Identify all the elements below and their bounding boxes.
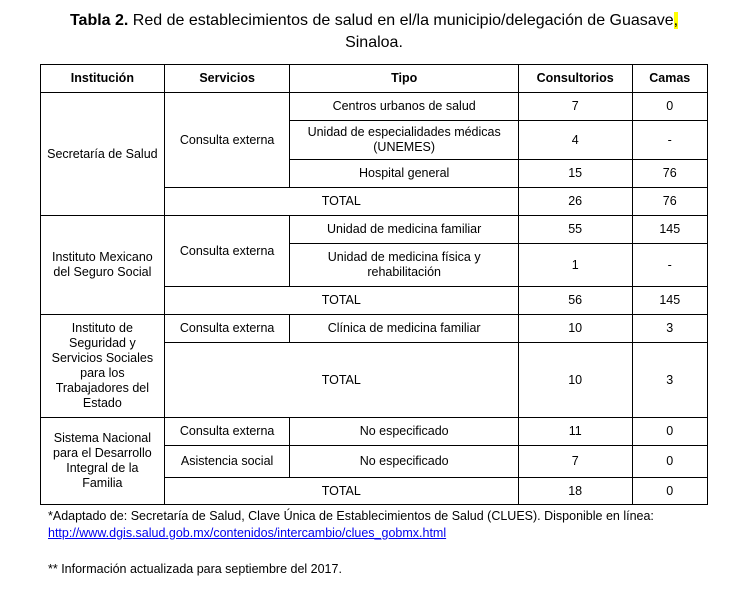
camas-cell: - <box>632 121 707 160</box>
total-label: TOTAL <box>164 188 518 216</box>
consultorios-cell: 7 <box>518 93 632 121</box>
consultorios-cell: 11 <box>518 418 632 446</box>
camas-cell: 145 <box>632 216 707 244</box>
tipo-cell: Unidad de medicina física y rehabilitación <box>290 244 518 287</box>
service-cell: Consulta externa <box>164 418 290 446</box>
footnotes <box>48 508 708 578</box>
tipo-cell: Hospital general <box>290 160 518 188</box>
header-tipo: Tipo <box>290 65 518 93</box>
header-consultorios: Consultorios <box>518 65 632 93</box>
caption-text: Red de establecimientos de salud en el/la municipio/delegación de Guasave <box>132 12 674 29</box>
clues-link[interactable]: http://www.dgis.salud.gob.mx/contenidos/intercambio/clues_gobmx.html <box>48 526 447 540</box>
total-camas: 76 <box>632 188 707 216</box>
update-note: ** Información actualizada para septiembre del 2017. <box>48 562 342 576</box>
tipo-cell: Clínica de medicina familiar <box>290 315 518 343</box>
consultorios-cell: 55 <box>518 216 632 244</box>
camas-cell: 76 <box>632 160 707 188</box>
table-caption <box>40 10 708 54</box>
service-cell: Consulta externa <box>164 216 290 287</box>
total-camas: 3 <box>632 343 707 418</box>
header-institucion: Institución <box>41 65 165 93</box>
header-camas: Camas <box>632 65 707 93</box>
consultorios-cell: 4 <box>518 121 632 160</box>
service-cell: Asistencia social <box>164 446 290 478</box>
camas-cell: 3 <box>632 315 707 343</box>
service-cell: Consulta externa <box>164 315 290 343</box>
total-consultorios: 26 <box>518 188 632 216</box>
institution-cell: Instituto Mexicano del Seguro Social <box>41 216 165 315</box>
caption-text-line2: Sinaloa. <box>345 34 403 51</box>
table-row <box>41 315 708 343</box>
caption-highlighted-comma: , <box>673 12 679 29</box>
tipo-cell: Unidad de especialidades médicas (UNEMES) <box>290 121 518 160</box>
camas-cell: - <box>632 244 707 287</box>
total-label: TOTAL <box>164 478 518 505</box>
institution-cell: Secretaría de Salud <box>41 93 165 216</box>
camas-cell: 0 <box>632 418 707 446</box>
service-cell: Consulta externa <box>164 93 290 188</box>
caption-label: Tabla 2. <box>69 12 129 29</box>
tipo-cell: Centros urbanos de salud <box>290 93 518 121</box>
consultorios-cell: 10 <box>518 315 632 343</box>
camas-cell: 0 <box>632 93 707 121</box>
total-label: TOTAL <box>164 287 518 315</box>
tipo-cell: No especificado <box>290 446 518 478</box>
tipo-cell: Unidad de medicina familiar <box>290 216 518 244</box>
consultorios-cell: 1 <box>518 244 632 287</box>
total-camas: 145 <box>632 287 707 315</box>
institution-cell: Sistema Nacional para el Desarrollo Integral de la Familia <box>41 418 165 505</box>
consultorios-cell: 15 <box>518 160 632 188</box>
table-row <box>41 418 708 446</box>
header-servicios: Servicios <box>164 65 290 93</box>
total-consultorios: 56 <box>518 287 632 315</box>
health-establishments-table <box>40 64 708 505</box>
table-row <box>41 216 708 244</box>
total-consultorios: 10 <box>518 343 632 418</box>
institution-cell: Instituto de Seguridad y Servicios Sociales para los Trabajadores del Estado <box>41 315 165 418</box>
tipo-cell: No especificado <box>290 418 518 446</box>
total-label: TOTAL <box>164 343 518 418</box>
consultorios-cell: 7 <box>518 446 632 478</box>
total-camas: 0 <box>632 478 707 505</box>
header-row <box>41 65 708 93</box>
source-note: *Adaptado de: Secretaría de Salud, Clave Única de Establecimientos de Salud (CLUES). Disponible en línea: <box>48 509 654 523</box>
total-consultorios: 18 <box>518 478 632 505</box>
camas-cell: 0 <box>632 446 707 478</box>
table-row <box>41 93 708 121</box>
